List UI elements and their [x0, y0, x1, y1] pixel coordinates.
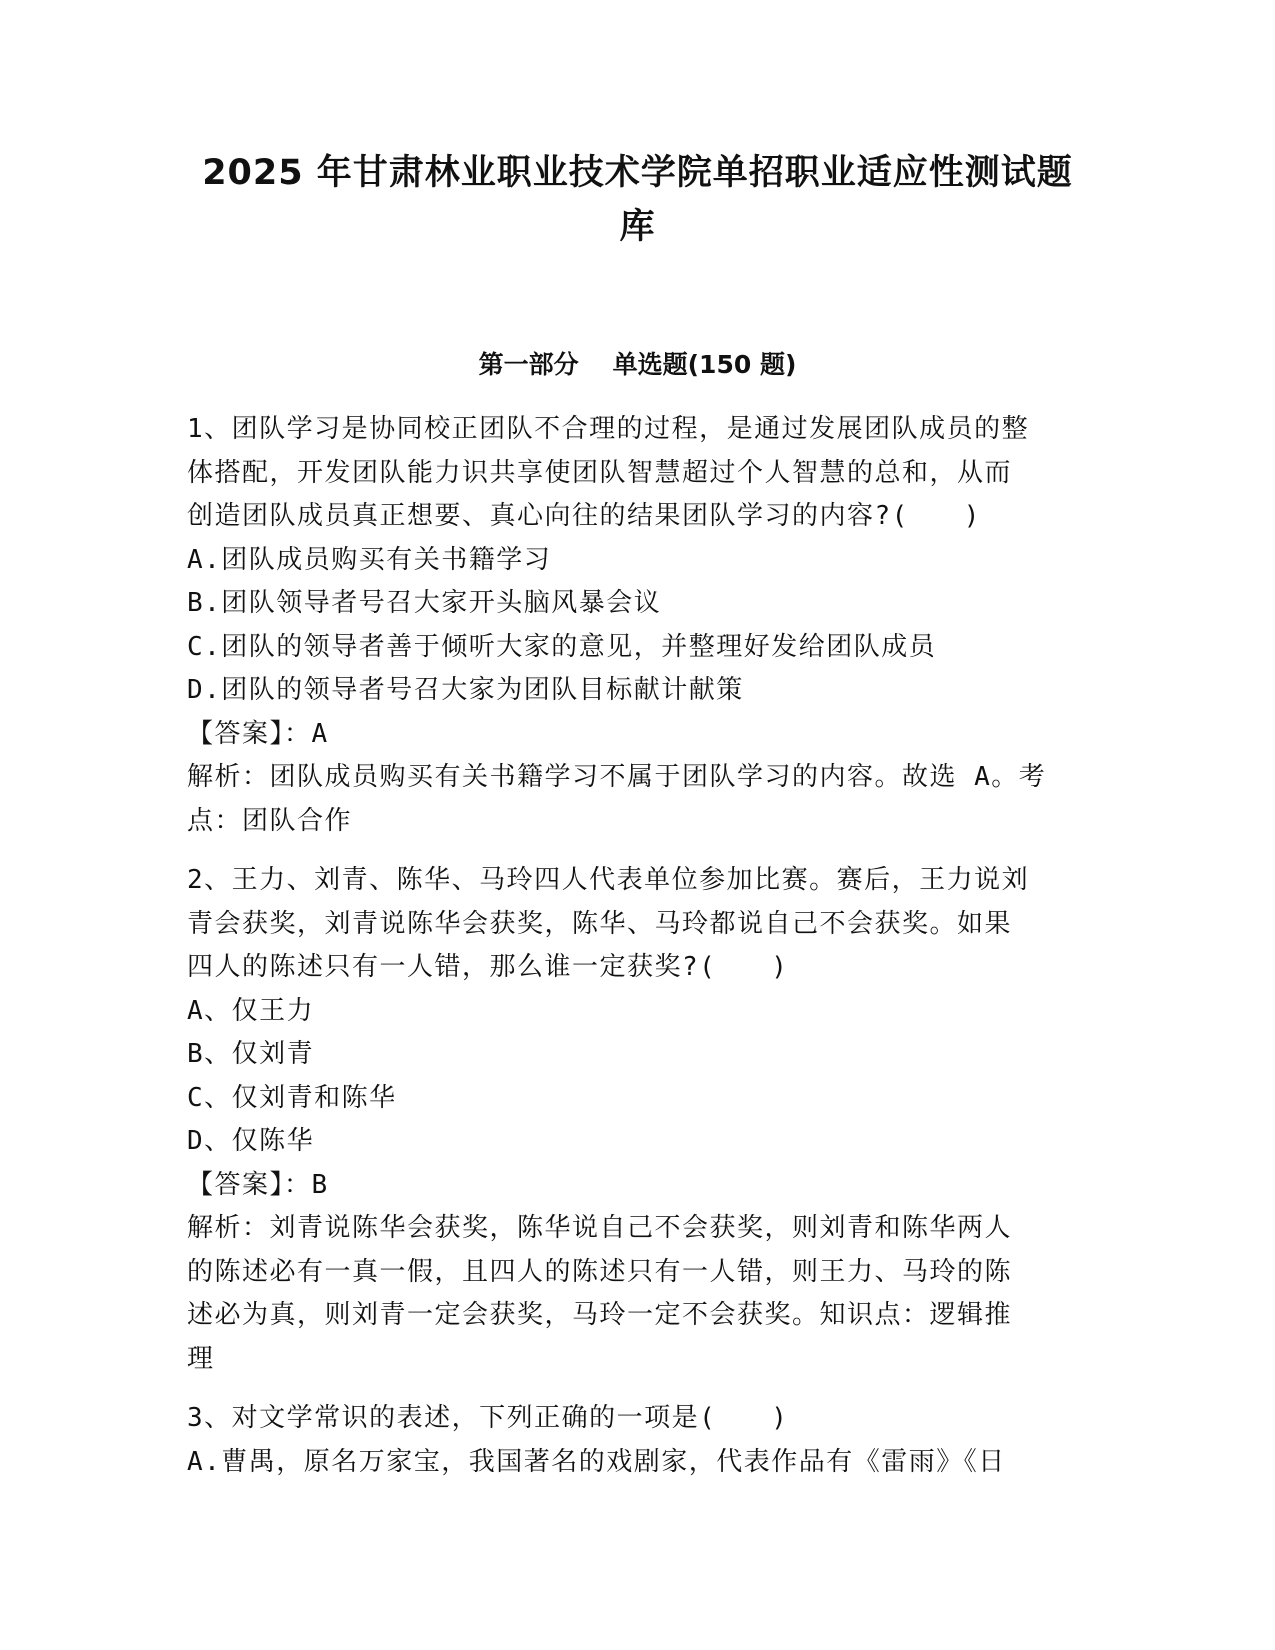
question-stem-line: 青会获奖，刘青说陈华会获奖，陈华、马玲都说自己不会获奖。如果: [187, 908, 1013, 939]
analysis-line: 理: [187, 1343, 215, 1374]
analysis-line: 的陈述必有一真一假，且四人的陈述只有一人错，则王力、马玲的陈: [187, 1256, 1013, 1287]
question-stem-line: 1、团队学习是协同校正团队不合理的过程，是通过发展团队成员的整: [187, 414, 1030, 444]
option-c: C.团队的领导者善于倾听大家的意见，并整理好发给团队成员: [187, 631, 937, 662]
question-stem-line: 2、王力、刘青、陈华、马玲四人代表单位参加比赛。赛后，王力说刘: [187, 865, 1030, 895]
option-a: A.曹禺，原名万家宝，我国著名的戏剧家，代表作品有《雷雨》《日: [187, 1446, 1006, 1477]
question-stem-line: 体搭配，开发团队能力识共享使团队智慧超过个人智慧的总和，从而: [187, 457, 1013, 488]
section-heading: [170, 348, 1105, 382]
section-part-label: 第一部分: [478, 350, 579, 379]
document-title-line-1: 2025 年甘肃林业职业技术学院单招职业适应性测试题: [202, 153, 1073, 193]
option-b: B.团队领导者号召大家开头脑风暴会议: [187, 588, 662, 618]
question-stem-line: 创造团队成员真正想要、真心向往的结果团队学习的内容?( ): [187, 501, 981, 531]
question-list: [187, 408, 1087, 1484]
answer-label: 【答案】：B: [187, 1169, 329, 1200]
option-a: A.团队成员购买有关书籍学习: [187, 544, 552, 575]
analysis-line: 解析：刘青说陈华会获奖，陈华说自己不会获奖，则刘青和陈华两人: [187, 1213, 1013, 1243]
question-2: [187, 859, 1087, 1381]
document-title-line-2: 库: [619, 207, 656, 247]
answer-label: 【答案】：A: [187, 718, 329, 749]
option-b: B、仅刘青: [187, 1039, 315, 1069]
analysis-line: 解析：团队成员购买有关书籍学习不属于团队学习的内容。故选 A。考: [187, 762, 1047, 792]
question-1: [187, 408, 1087, 843]
document-title: [170, 146, 1105, 254]
question-stem-line: 四人的陈述只有一人错，那么谁一定获奖?( ): [187, 952, 789, 982]
option-a: A、仅王力: [187, 995, 315, 1026]
question-3: [187, 1397, 1087, 1484]
analysis-line: 述必为真，则刘青一定会获奖，马玲一定不会获奖。知识点：逻辑推: [187, 1300, 1013, 1330]
option-d: D、仅陈华: [187, 1126, 315, 1156]
analysis-line: 点：团队合作: [187, 805, 353, 836]
question-stem-line: 3、对文学常识的表述，下列正确的一项是( ): [187, 1403, 789, 1433]
option-c: C、仅刘青和陈华: [187, 1082, 397, 1113]
option-d: D.团队的领导者号召大家为团队目标献计献策: [187, 675, 744, 705]
section-name-label: 单选题(150 题): [612, 350, 797, 379]
